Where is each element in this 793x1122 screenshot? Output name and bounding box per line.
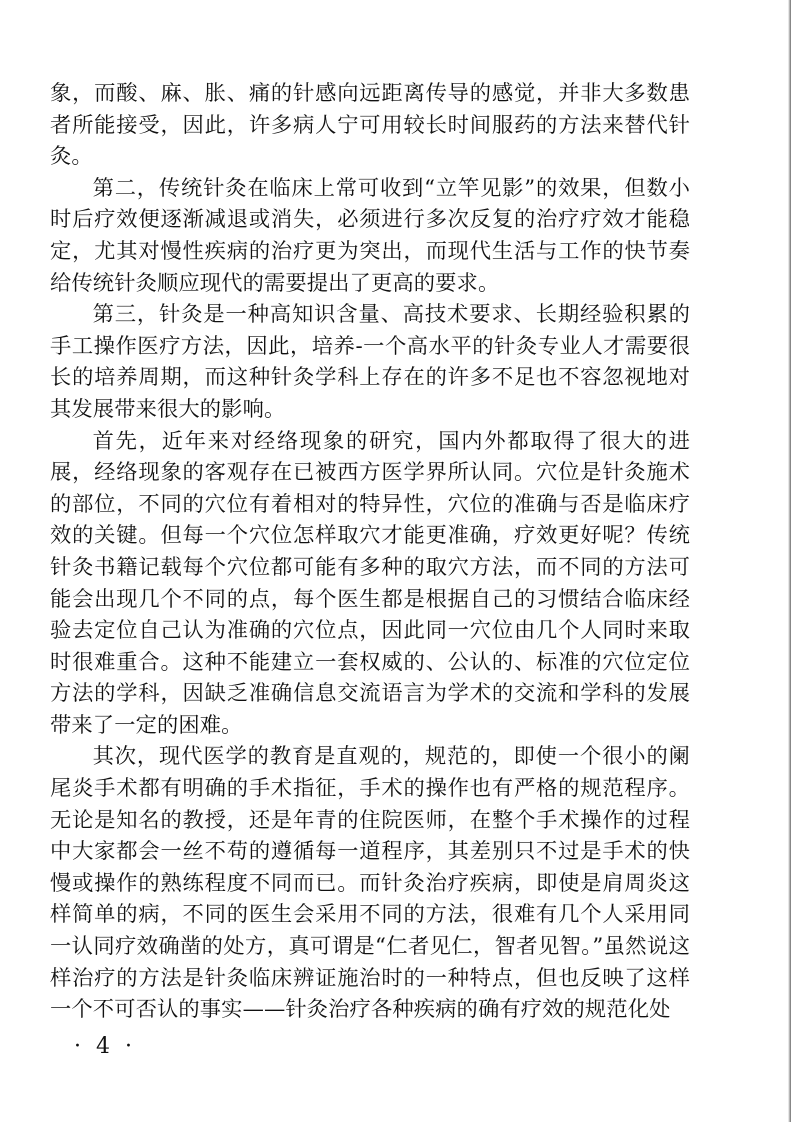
paragraph-first-issue: 首先，近年来对经络现象的研究，国内外都取得了很大的进展，经络现象的客观存在已被西方医学界所认同。穴位是针灸施术的部位，不同的穴位有着相对的特异性，穴位的准确与否是临床疗效的关键。但每一个穴位怎样取穴才能更准确，疗效更好呢？传统针灸书籍记载每个穴位都可能有多种的取穴方法，而不同的方法可能会出现几个不同的点，每个医生都是根据自己的习惯结合临床经验去定位自己认为准确的穴位点，因此同一穴位由几个人同时来取时很难重合。这种不能建立一套权威的、公认的、标准的穴位定位方法的学科，因缺乏准确信息交流语言为学术的交流和学科的发展带来了一定的困难。	[50, 428, 690, 738]
scan-edge-shadow	[788, 0, 791, 1122]
paragraph-continuation: 象，而酸、麻、胀、痛的针感向远距离传导的感觉，并非大多数患者所能接受，因此，许多病人宁可用较长时间服药的方法来替代针灸。	[50, 81, 690, 170]
paragraph-second-point: 第二，传统针灸在临床上常可收到“立竿见影”的效果，但数小时后疗效便逐渐减退或消失，必须进行多次反复的治疗疗效才能稳定，尤其对慢性疾病的治疗更为突出，而现代生活与工作的快节奏给传统针灸顺应现代的需要提出了更高的要求。	[50, 175, 690, 296]
page-body	[50, 78, 690, 1026]
paragraph-third-point: 第三，针灸是一种高知识含量、高技术要求、长期经验积累的手工操作医疗方法，因此，培养-一个高水平的针灸专业人才需要很长的培养周期，而这种针灸学科上存在的许多不足也不容忽视地对其发展带来很大的影响。	[50, 302, 690, 422]
page-number: · 4 ·	[74, 1034, 136, 1059]
paragraph-second-issue: 其次，现代医学的教育是直观的，规范的，即使一个很小的阑尾炎手术都有明确的手术指征，手术的操作也有严格的规范程序。无论是知名的教授，还是年青的住院医师，在整个手术操作的过程中大家都会一丝不苟的遵循每一道程序，其差别只不过是手术的快慢或操作的熟练程度不同而已。而针灸治疗疾病，即使是肩周炎这样简单的病，不同的医生会采用不同的方法，很难有几个人采用同一认同疗效确凿的处方，真可谓是“仁者见仁，智者见智。”虽然说这样治疗的方法是针灸临床辨证施治时的一种特点，但也反映了这样一个不可否认的事实——针灸治疗各种疾病的确有疗效的规范化处	[50, 744, 690, 1023]
